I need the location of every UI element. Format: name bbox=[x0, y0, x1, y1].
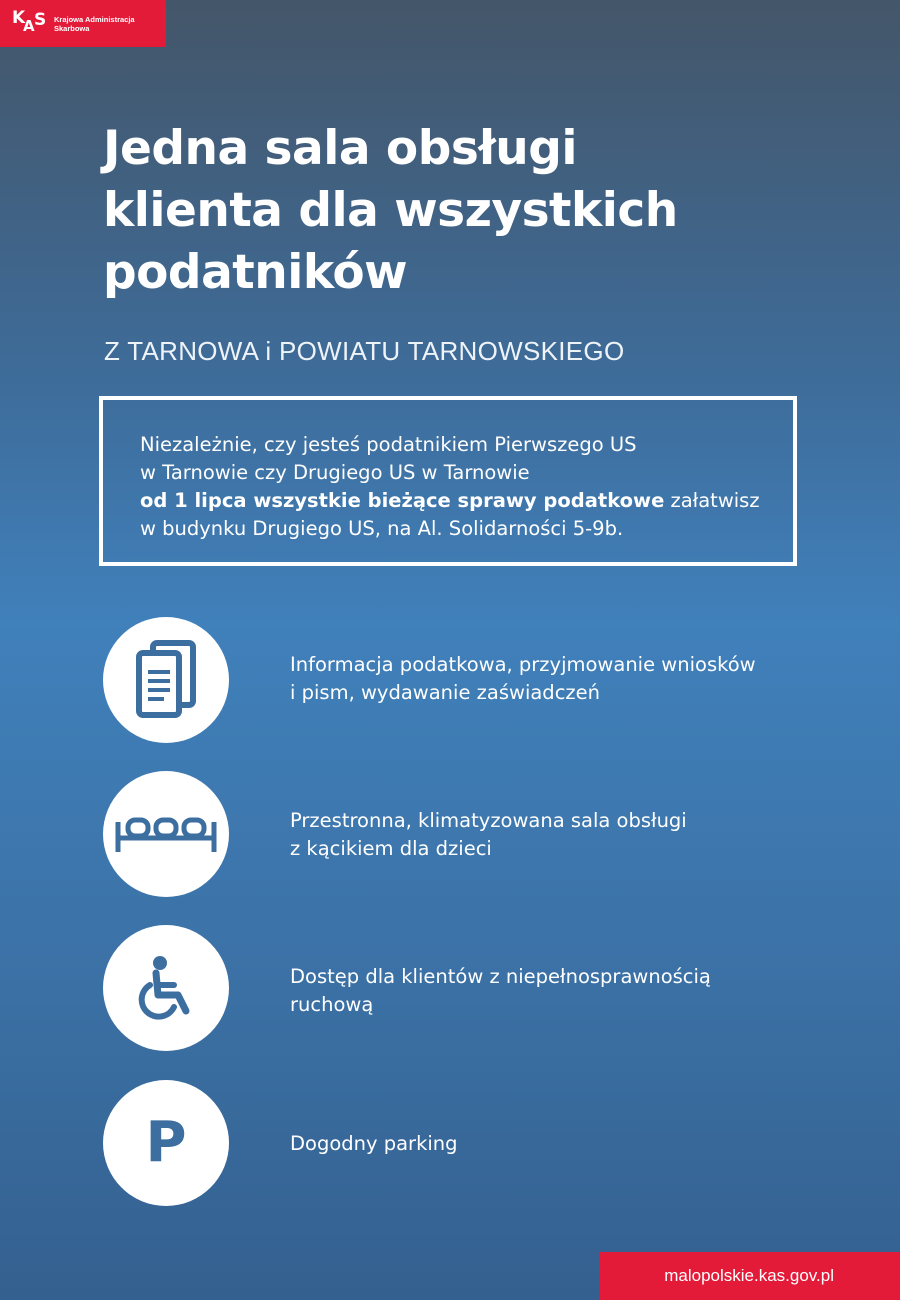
feature-line2: z kącikiem dla dzieci bbox=[290, 837, 492, 860]
info-box bbox=[99, 396, 797, 566]
feature-text bbox=[290, 807, 687, 863]
feature-line1: Dogodny parking bbox=[290, 1132, 458, 1155]
info-line2: w Tarnowie czy Drugiego US w Tarnowie bbox=[140, 461, 530, 484]
kas-logo-text bbox=[54, 15, 135, 33]
feature-line1: Przestronna, klimatyzowana sala obsługi bbox=[290, 809, 687, 832]
feature-circle bbox=[103, 1080, 229, 1206]
info-text bbox=[140, 431, 780, 543]
feature-line1: Informacja podatkowa, przyjmowanie wniosków bbox=[290, 653, 756, 676]
title-line3: podatników bbox=[103, 245, 408, 300]
feature-circle bbox=[103, 617, 229, 743]
parking-icon: P bbox=[145, 1110, 187, 1175]
feature-circle bbox=[103, 925, 229, 1051]
page-subtitle: Z TARNOWA i POWIATU TARNOWSKIEGO bbox=[104, 336, 625, 366]
info-line4: w budynku Drugiego US, na Al. Solidarności 5-9b. bbox=[140, 517, 624, 540]
kas-logo bbox=[0, 0, 166, 47]
waiting-room-icon bbox=[114, 812, 218, 856]
kas-logo-mark: K A S bbox=[12, 7, 47, 35]
documents-icon bbox=[131, 639, 201, 721]
feature-text bbox=[290, 1130, 458, 1158]
footer-url[interactable]: malopolskie.kas.gov.pl bbox=[664, 1266, 834, 1285]
logo-line1: Krajowa Administracja bbox=[54, 14, 135, 24]
feature-waiting-room bbox=[103, 771, 803, 897]
feature-accessibility bbox=[103, 925, 803, 1051]
feature-line1: Dostęp dla klientów z niepełnosprawnością bbox=[290, 965, 711, 988]
info-line3-bold: od 1 lipca wszystkie bieżące sprawy podatkowe bbox=[140, 489, 665, 512]
feature-text bbox=[290, 651, 756, 707]
info-line3-rest: załatwisz bbox=[664, 489, 760, 512]
feature-line2: ruchową bbox=[290, 993, 374, 1016]
title-line1: Jedna sala obsługi bbox=[103, 121, 577, 176]
info-line1: Niezależnie, czy jesteś podatnikiem Pierwszego US bbox=[140, 433, 637, 456]
page-title bbox=[103, 118, 803, 304]
feature-text bbox=[290, 963, 711, 1019]
footer-bar bbox=[600, 1252, 900, 1300]
feature-parking bbox=[103, 1080, 803, 1206]
feature-documents bbox=[103, 617, 803, 743]
logo-line2: Skarbowa bbox=[54, 23, 90, 33]
wheelchair-icon bbox=[136, 955, 196, 1021]
title-line2: klienta dla wszystkich bbox=[103, 183, 678, 238]
feature-line2: i pism, wydawanie zaświadczeń bbox=[290, 681, 601, 704]
feature-circle bbox=[103, 771, 229, 897]
